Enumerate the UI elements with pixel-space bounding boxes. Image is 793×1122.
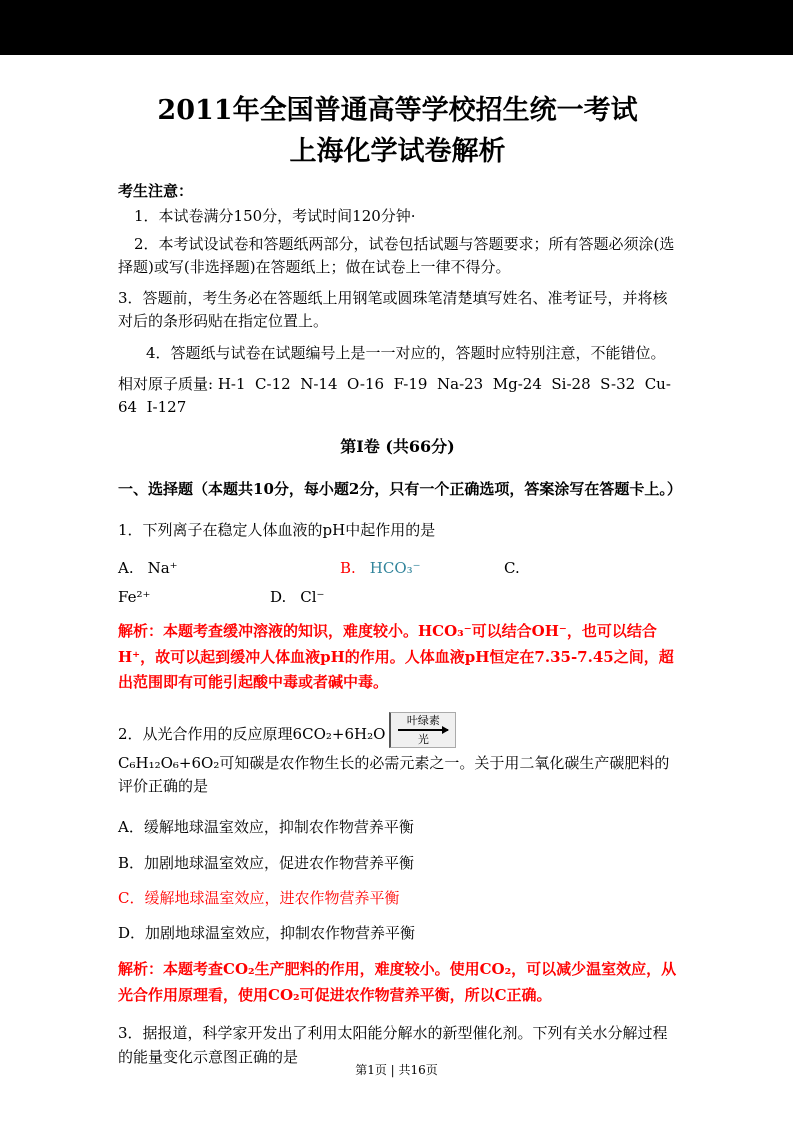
exam-document-page bbox=[0, 55, 793, 1069]
exam-title bbox=[118, 91, 677, 172]
exam-title-line1: 2011年全国普通高等学校招生统一考试 bbox=[157, 95, 638, 126]
q1-option-a bbox=[118, 557, 340, 580]
part-1-title: 第I卷 (共66分) bbox=[340, 437, 455, 457]
page-number: 第1页 | 共16页 bbox=[355, 1063, 438, 1077]
notice-item-2: 2．本考试设试卷和答题纸两部分，试卷包括试题与答题要求；所有答题必须涂(选择题)或写(非选择题)在答题纸上；做在试卷上一律不得分。 bbox=[118, 234, 675, 276]
question-2-stem-line-2: C₆H₁₂O₆+6O₂可知碳是农作物生长的必需元素之一。关于用二氧化碳生产碳肥料的评价正确的是 bbox=[118, 753, 670, 796]
question-1-options-row-2 bbox=[118, 586, 677, 609]
q1-option-b-label: B. bbox=[340, 558, 356, 577]
q1-option-a-label: A. bbox=[118, 558, 134, 577]
question-1-stem: 1．下列离子在稳定人体血液的pH中起作用的是 bbox=[118, 521, 436, 540]
exam-title-line2: 上海化学试卷解析 bbox=[289, 135, 506, 167]
light-label: 光 bbox=[417, 732, 429, 746]
top-black-bar bbox=[0, 0, 793, 55]
q2-option-b: B．加剧地球温室效应，促进农作物营养平衡 bbox=[118, 853, 415, 872]
question-1-options-row-1 bbox=[118, 557, 677, 580]
relative-atomic-mass-line: 相对原子质量: H-1 C-12 N-14 O-16 F-19 Na-23 Mg-24 Si-28 S-32 Cu-64 I-127 bbox=[118, 374, 671, 416]
q1-option-b bbox=[340, 557, 504, 580]
notice-item-1: 1．本试卷满分150分，考试时间120分钟· bbox=[134, 207, 416, 226]
right-arrow-icon bbox=[398, 729, 448, 731]
q1-option-a-value: Na⁺ bbox=[147, 558, 178, 577]
question-2-analysis: 解析：本题考查CO₂生产肥料的作用，难度较小。使用CO₂，可以减少温室效应，从光合作用原理看，使用CO₂可促进农作物营养平衡，所以C正确。 bbox=[118, 960, 677, 1004]
q2-stem-text: 2．从光合作用的反应原理6CO₂+6H₂O bbox=[118, 724, 386, 743]
notice-heading: 考生注意： bbox=[118, 182, 194, 200]
q1-option-b-value: HCO₃⁻ bbox=[369, 558, 421, 577]
notice-item-3: 3．答题前，考生务必在答题纸上用钢笔或圆珠笔清楚填写姓名、准考证号，并将核对后的条形码贴在指定位置上。 bbox=[118, 289, 668, 331]
q2-option-d: D．加剧地球温室效应，抑制农作物营养平衡 bbox=[118, 924, 416, 943]
question-2-stem-line-1 bbox=[118, 710, 677, 746]
q1-option-d bbox=[270, 586, 324, 609]
q2-option-a: A．缓解地球温室效应，抑制农作物营养平衡 bbox=[118, 818, 414, 837]
q1-option-d-value: Cl⁻ bbox=[300, 587, 325, 606]
q1-option-c-label: C. bbox=[504, 558, 520, 577]
notice-item-4: 4．答题纸与试卷在试题编号上是一一对应的，答题时应特别注意，不能错位。 bbox=[146, 343, 666, 362]
q1-option-d-label: D. bbox=[270, 587, 287, 606]
question-1-analysis: 解析：本题考查缓冲溶液的知识，难度较小。HCO₃⁻可以结合OH⁻，也可以结合H⁺，故可以起到缓冲人体血液pH的作用。人体血液pH恒定在7.35-7.45之间，超出范围即有可能引起酸中毒或者碱中毒。 bbox=[118, 622, 674, 692]
q1-option-c-value: Fe²⁺ bbox=[118, 587, 151, 606]
reaction-conditions-figure bbox=[389, 712, 456, 748]
chlorophyll-label: 叶绿素 bbox=[406, 713, 440, 727]
page-footer bbox=[0, 1061, 793, 1078]
multiple-choice-section-title: 一、选择题（本题共10分，每小题2分，只有一个正确选项，答案涂写在答题卡上。） bbox=[118, 480, 682, 499]
q2-option-c: C．缓解地球温室效应，进农作物营养平衡 bbox=[118, 888, 400, 907]
question-3-stem: 3．据报道，科学家开发出了利用太阳能分解水的新型催化剂。下列有关水分解过程的能量变化示意图正确的是 bbox=[118, 1024, 668, 1066]
